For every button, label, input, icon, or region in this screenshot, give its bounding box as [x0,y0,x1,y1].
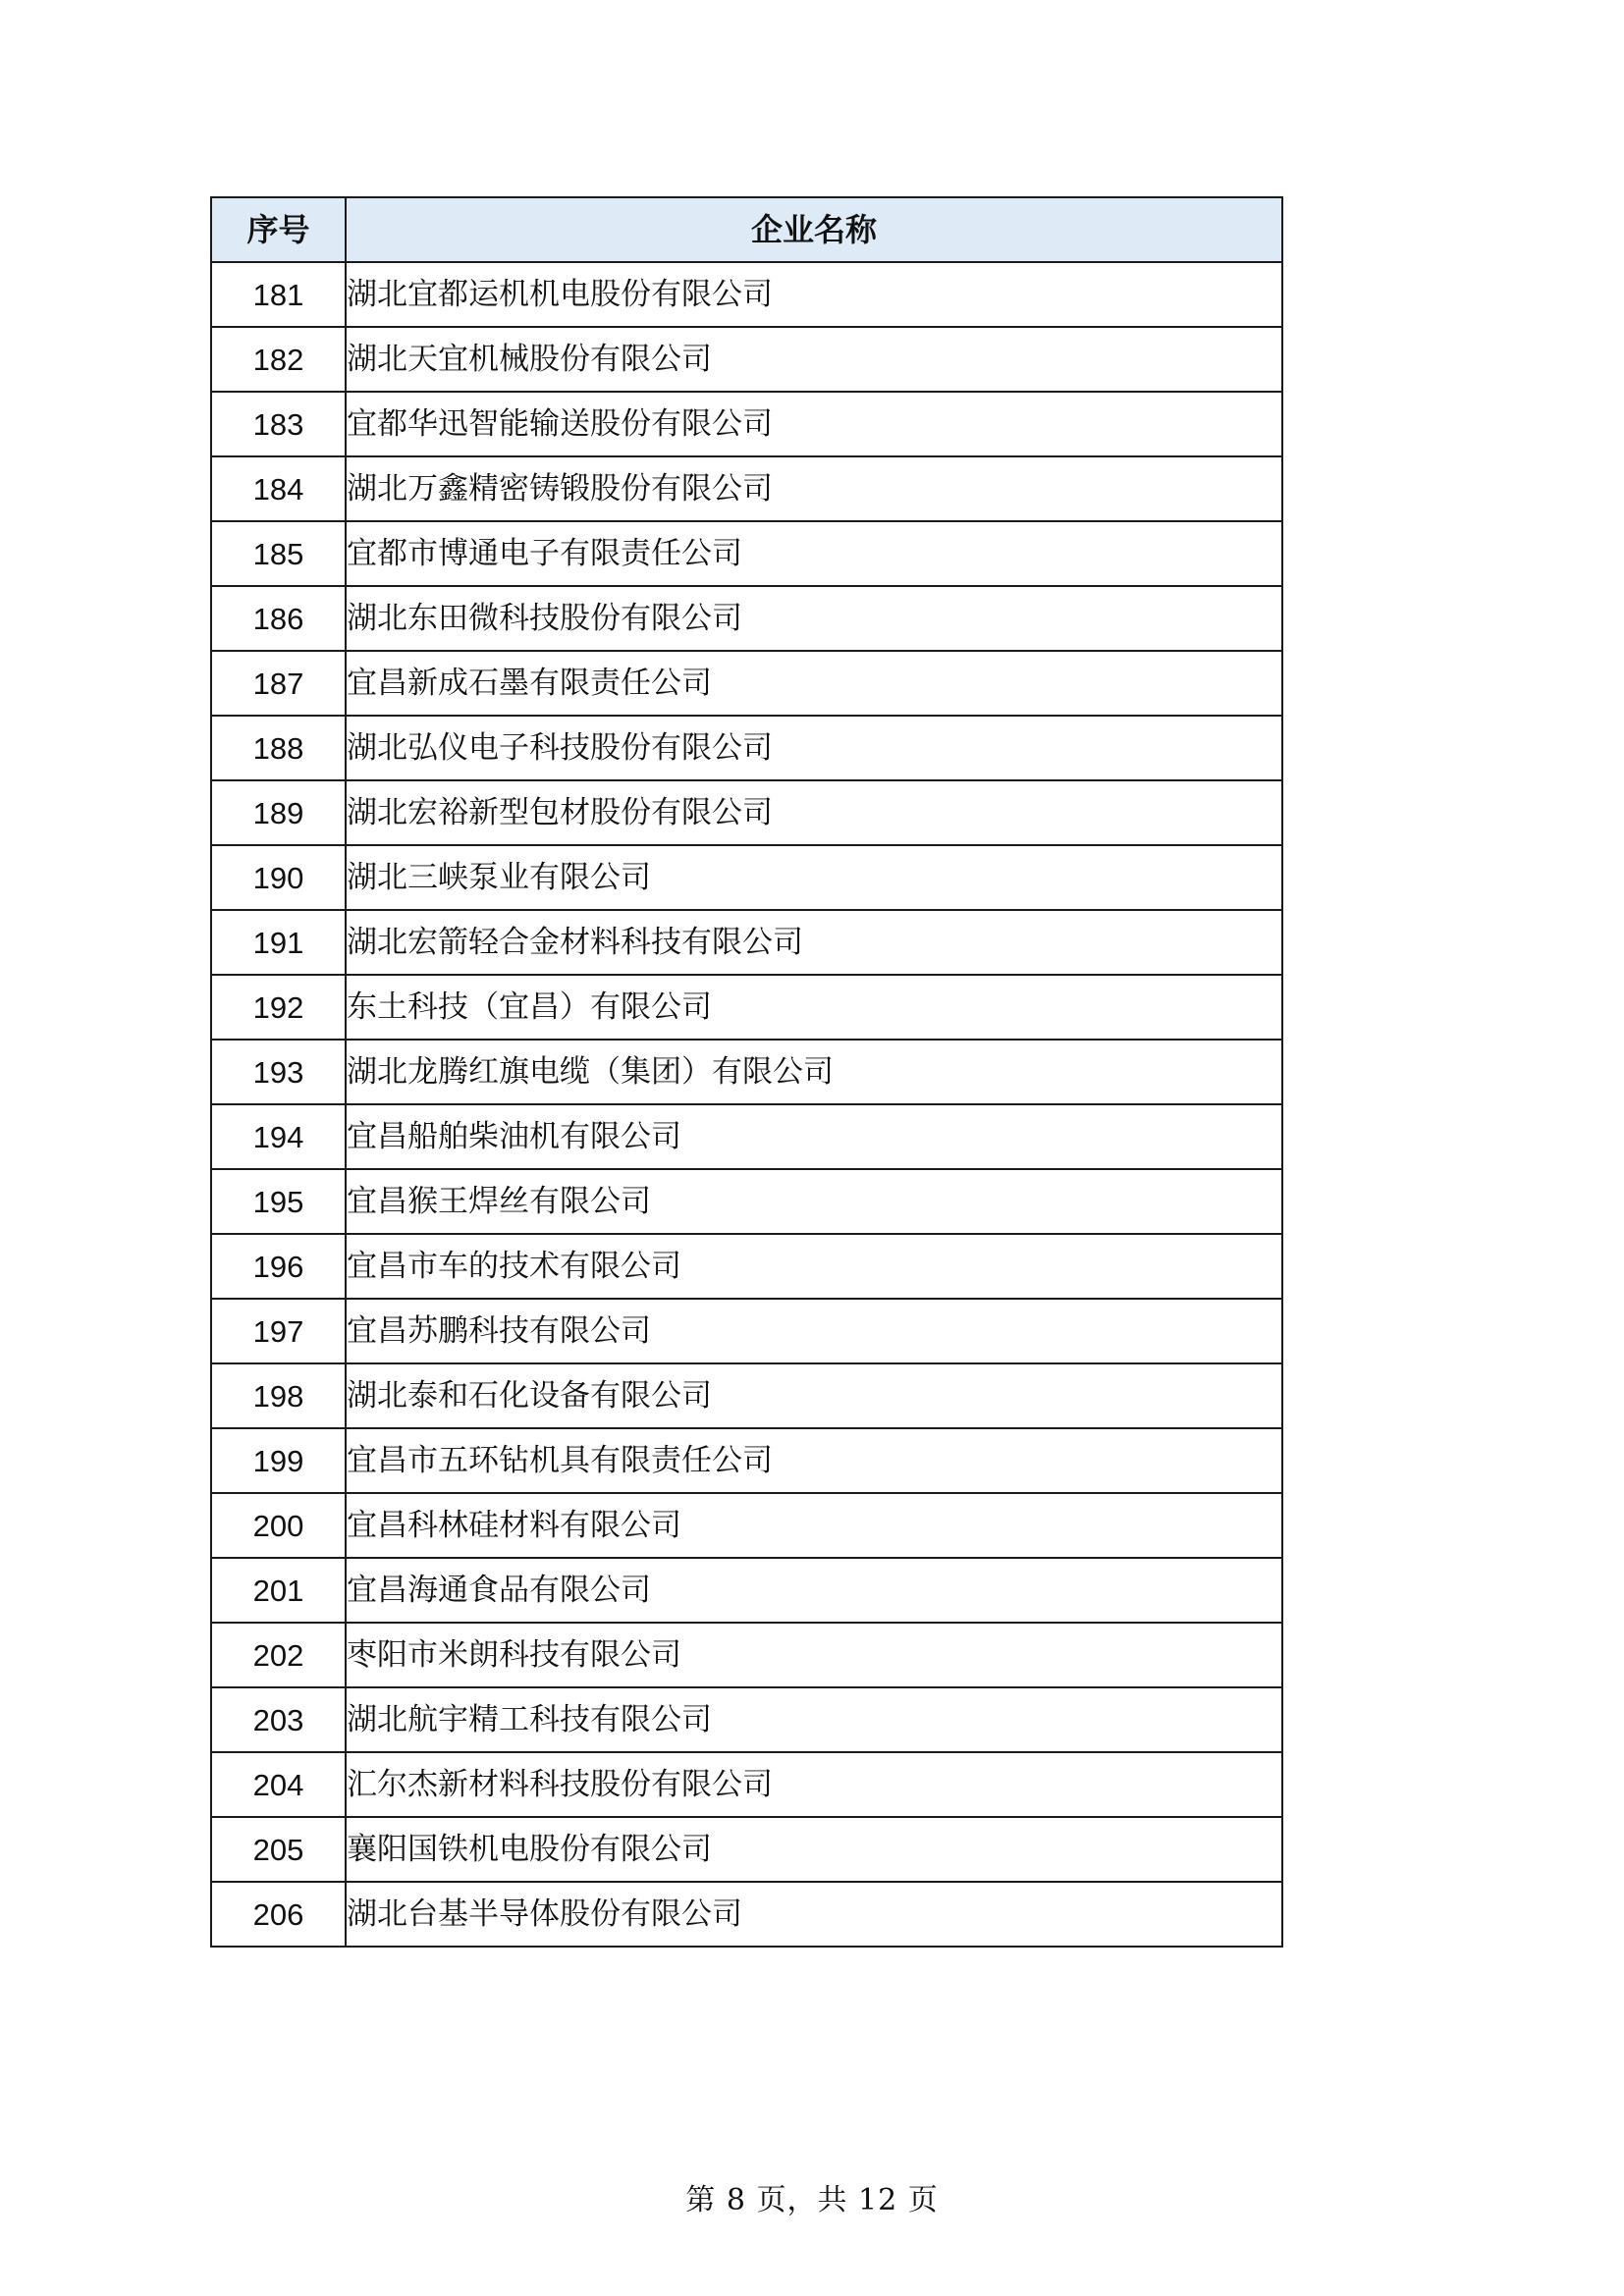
row-number: 184 [211,456,346,521]
company-name: 宜昌猴王焊丝有限公司 [346,1169,1282,1234]
row-number: 205 [211,1817,346,1882]
row-number: 185 [211,521,346,586]
row-number: 196 [211,1234,346,1299]
company-name: 宜昌海通食品有限公司 [346,1558,1282,1623]
company-name: 湖北天宜机械股份有限公司 [346,327,1282,392]
row-number: 190 [211,845,346,910]
row-number: 191 [211,910,346,975]
table-row [211,521,1282,586]
row-number: 181 [211,262,346,327]
row-number: 194 [211,1104,346,1169]
table-row [211,1817,1282,1882]
table-row [211,1687,1282,1752]
table-row [211,1104,1282,1169]
row-number: 200 [211,1493,346,1558]
table-row [211,262,1282,327]
row-number: 189 [211,780,346,845]
table-row [211,327,1282,392]
row-number: 195 [211,1169,346,1234]
table-row [211,1428,1282,1493]
company-name: 宜都市博通电子有限责任公司 [346,521,1282,586]
row-number: 198 [211,1363,346,1428]
table-row [211,845,1282,910]
company-name: 宜都华迅智能输送股份有限公司 [346,392,1282,456]
company-name: 宜昌市五环钻机具有限责任公司 [346,1428,1282,1493]
table-row [211,1752,1282,1817]
row-number: 187 [211,651,346,716]
company-name: 宜昌科林硅材料有限公司 [346,1493,1282,1558]
row-number: 182 [211,327,346,392]
table-row [211,1558,1282,1623]
company-name: 湖北宜都运机机电股份有限公司 [346,262,1282,327]
table-row [211,1040,1282,1104]
company-name: 湖北泰和石化设备有限公司 [346,1363,1282,1428]
company-name: 湖北万鑫精密铸锻股份有限公司 [346,456,1282,521]
company-name: 东土科技（宜昌）有限公司 [346,975,1282,1040]
company-name: 湖北东田微科技股份有限公司 [346,586,1282,651]
company-name: 宜昌苏鹏科技有限公司 [346,1299,1282,1363]
company-name: 湖北弘仪电子科技股份有限公司 [346,716,1282,780]
table-row [211,1299,1282,1363]
table-row [211,910,1282,975]
row-number: 186 [211,586,346,651]
company-name: 宜昌市车的技术有限公司 [346,1234,1282,1299]
company-name: 湖北航宇精工科技有限公司 [346,1687,1282,1752]
header-number: 序号 [211,197,346,262]
table-row [211,1363,1282,1428]
table-row [211,651,1282,716]
company-name: 湖北宏箭轻合金材料科技有限公司 [346,910,1282,975]
table-header-row [211,197,1282,262]
row-number: 201 [211,1558,346,1623]
row-number: 204 [211,1752,346,1817]
company-name: 枣阳市米朗科技有限公司 [346,1623,1282,1687]
row-number: 183 [211,392,346,456]
table-row [211,586,1282,651]
row-number: 206 [211,1882,346,1947]
row-number: 188 [211,716,346,780]
table-row [211,780,1282,845]
table-row [211,975,1282,1040]
header-company-name: 企业名称 [346,197,1282,262]
table-row [211,1493,1282,1558]
row-number: 192 [211,975,346,1040]
table-row [211,456,1282,521]
table-row [211,1234,1282,1299]
company-name: 襄阳国铁机电股份有限公司 [346,1817,1282,1882]
company-name: 宜昌船舶柴油机有限公司 [346,1104,1282,1169]
company-name: 汇尔杰新材料科技股份有限公司 [346,1752,1282,1817]
company-name: 湖北宏裕新型包材股份有限公司 [346,780,1282,845]
company-name: 湖北三峡泵业有限公司 [346,845,1282,910]
company-name: 湖北台基半导体股份有限公司 [346,1882,1282,1947]
table-row [211,392,1282,456]
table-row [211,1169,1282,1234]
row-number: 202 [211,1623,346,1687]
table-row [211,716,1282,780]
company-name: 宜昌新成石墨有限责任公司 [346,651,1282,716]
page-footer: 第 8 页，共 12 页 [685,2183,939,2217]
row-number: 193 [211,1040,346,1104]
row-number: 199 [211,1428,346,1493]
company-name: 湖北龙腾红旗电缆（集团）有限公司 [346,1040,1282,1104]
company-table [210,196,1283,1948]
row-number: 197 [211,1299,346,1363]
table-row [211,1623,1282,1687]
row-number: 203 [211,1687,346,1752]
table-row [211,1882,1282,1947]
